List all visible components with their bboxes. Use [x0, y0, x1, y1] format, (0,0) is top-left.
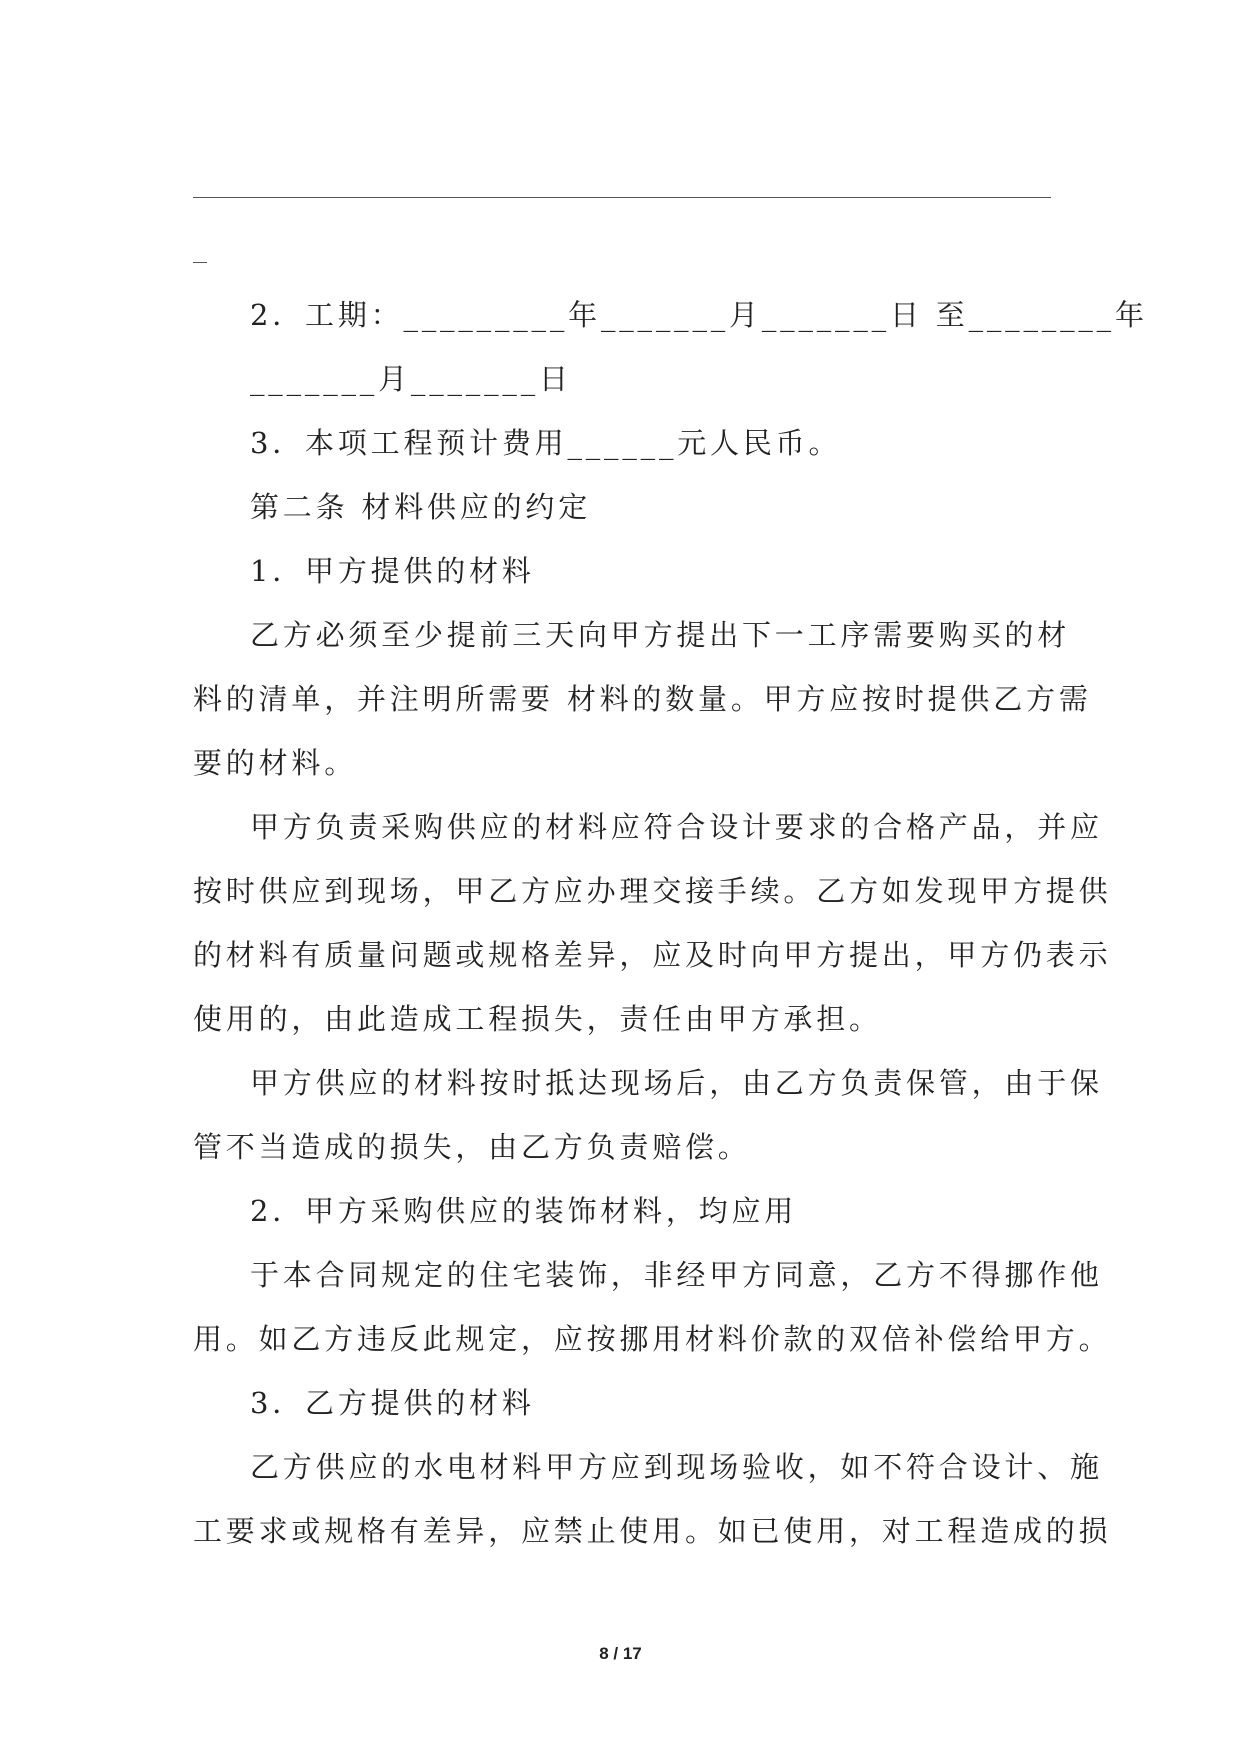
- section-heading: 1．甲方提供的材料: [250, 554, 535, 588]
- paragraph-line: 的材料有质量问题或规格差异，应及时向甲方提出，甲方仍表示: [193, 938, 1112, 972]
- article-heading: 第二条 材料供应的约定: [250, 490, 592, 524]
- paragraph-line: 要的材料。: [193, 746, 358, 780]
- paragraph-line: 工要求或规格有差异，应禁止使用。如已使用，对工程造成的损: [193, 1514, 1112, 1548]
- clause-duration: 2．工期：_________年_______月_______日 至________年: [250, 298, 1148, 332]
- paragraph-line: 于本合同规定的住宅装饰，非经甲方同意，乙方不得挪作他: [250, 1258, 1103, 1292]
- paragraph-line: 按时供应到现场，甲乙方应办理交接手续。乙方如发现甲方提供: [193, 874, 1112, 908]
- paragraph-line: 管不当造成的损失，由乙方负责赔偿。: [193, 1130, 751, 1164]
- section-heading: 3．乙方提供的材料: [250, 1386, 535, 1420]
- paragraph-line: 乙方供应的水电材料甲方应到现场验收，如不符合设计、施: [250, 1450, 1103, 1484]
- paragraph-line: 用。如乙方违反此规定，应按挪用材料价款的双倍补偿给甲方。: [193, 1322, 1112, 1356]
- clause-duration-cont: _______月_______日: [250, 362, 572, 396]
- section-heading: 2．甲方采购供应的装饰材料，均应用: [250, 1194, 798, 1228]
- blank-fill-line-tail: [193, 262, 207, 263]
- blank-fill-line: [193, 197, 1051, 198]
- page-number: 8 / 17: [599, 1644, 642, 1663]
- paragraph-line: 料的清单，并注明所需要 材料的数量。甲方应按时提供乙方需: [193, 682, 1092, 716]
- paragraph-line: 乙方必须至少提前三天向甲方提出下一工序需要购买的材: [250, 618, 1071, 652]
- clause-cost: 3．本项工程预计费用______元人民币。: [250, 426, 842, 460]
- paragraph-line: 甲方供应的材料按时抵达现场后，由乙方负责保管，由于保: [250, 1066, 1103, 1100]
- paragraph-line: 使用的，由此造成工程损失，责任由甲方承担。: [193, 1002, 882, 1036]
- paragraph-line: 甲方负责采购供应的材料应符合设计要求的合格产品，并应: [250, 810, 1103, 844]
